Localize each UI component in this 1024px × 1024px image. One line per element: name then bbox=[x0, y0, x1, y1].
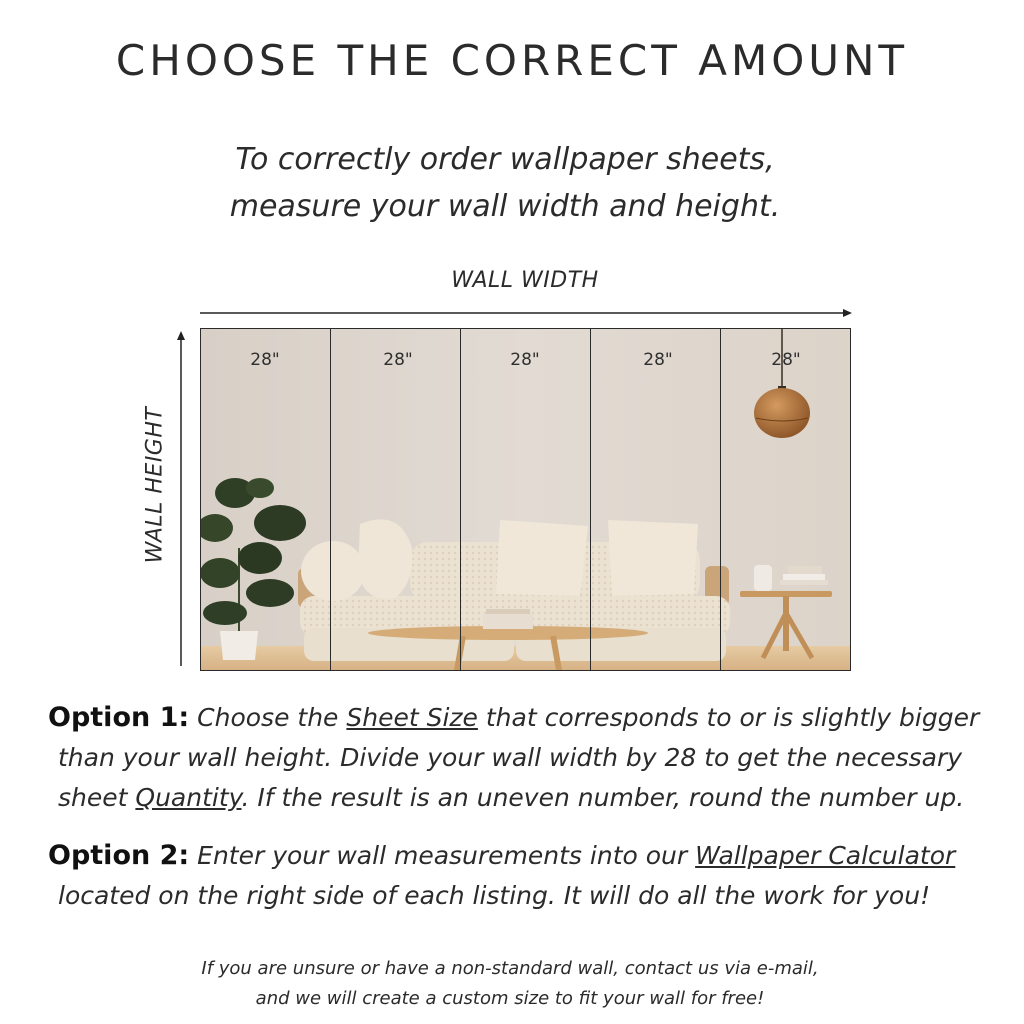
option-1-text: that corresponds to or is slightly bigger bbox=[477, 703, 980, 732]
option-1-line-3 bbox=[48, 778, 979, 818]
panel-divider bbox=[460, 328, 461, 671]
option-1-text: Choose the bbox=[197, 703, 347, 732]
option-1-line-1 bbox=[48, 698, 979, 738]
living-room-image bbox=[200, 328, 851, 671]
option-2 bbox=[48, 836, 955, 916]
wall-height-text: WALL HEIGHT bbox=[142, 406, 168, 564]
footer-note bbox=[0, 954, 1020, 1014]
option-1-text: sheet bbox=[58, 783, 136, 812]
panel-width-label: 28" bbox=[250, 350, 280, 370]
option-2-line-2: located on the right side of each listing. It will do all the work for you! bbox=[58, 881, 931, 910]
option-2-label: Option 2: bbox=[48, 840, 190, 871]
subtitle-line-1: To correctly order wallpaper sheets, bbox=[235, 142, 775, 177]
wallpaper-calculator-link[interactable]: Wallpaper Calculator bbox=[695, 841, 956, 870]
option-1-label: Option 1: bbox=[48, 702, 190, 733]
panel-divider bbox=[590, 328, 591, 671]
page-title: CHOOSE THE CORRECT AMOUNT bbox=[115, 36, 909, 85]
wall-width-arrow bbox=[200, 309, 852, 317]
option-1-text: . If the result is an uneven number, round the number up. bbox=[241, 783, 965, 812]
option-1 bbox=[48, 698, 979, 818]
option-1-line-2: than your wall height. Divide your wall width by 28 to get the necessary bbox=[58, 743, 963, 772]
panel-width-label: 28" bbox=[643, 350, 673, 370]
panel-width-label: 28" bbox=[510, 350, 540, 370]
panel-width-label: 28" bbox=[383, 350, 413, 370]
sheet-size-link[interactable]: Sheet Size bbox=[346, 703, 478, 732]
wall-width-label: WALL WIDTH bbox=[451, 268, 599, 293]
subtitle-line-2: measure your wall width and height. bbox=[229, 189, 781, 224]
option-2-text: Enter your wall measurements into our bbox=[197, 841, 696, 870]
panel-divider bbox=[330, 328, 331, 671]
quantity-link[interactable]: Quantity bbox=[135, 783, 242, 812]
wall-height-arrow bbox=[177, 331, 185, 666]
footer-note-line-2: and we will create a custom size to fit your wall for free! bbox=[255, 988, 765, 1009]
panel-divider bbox=[720, 328, 721, 671]
option-2-line-1 bbox=[48, 836, 955, 876]
panel-width-label: 28" bbox=[771, 350, 801, 370]
footer-note-line-1: If you are unsure or have a non-standard wall, contact us via e-mail, bbox=[201, 958, 819, 979]
room-illustration bbox=[200, 328, 851, 671]
